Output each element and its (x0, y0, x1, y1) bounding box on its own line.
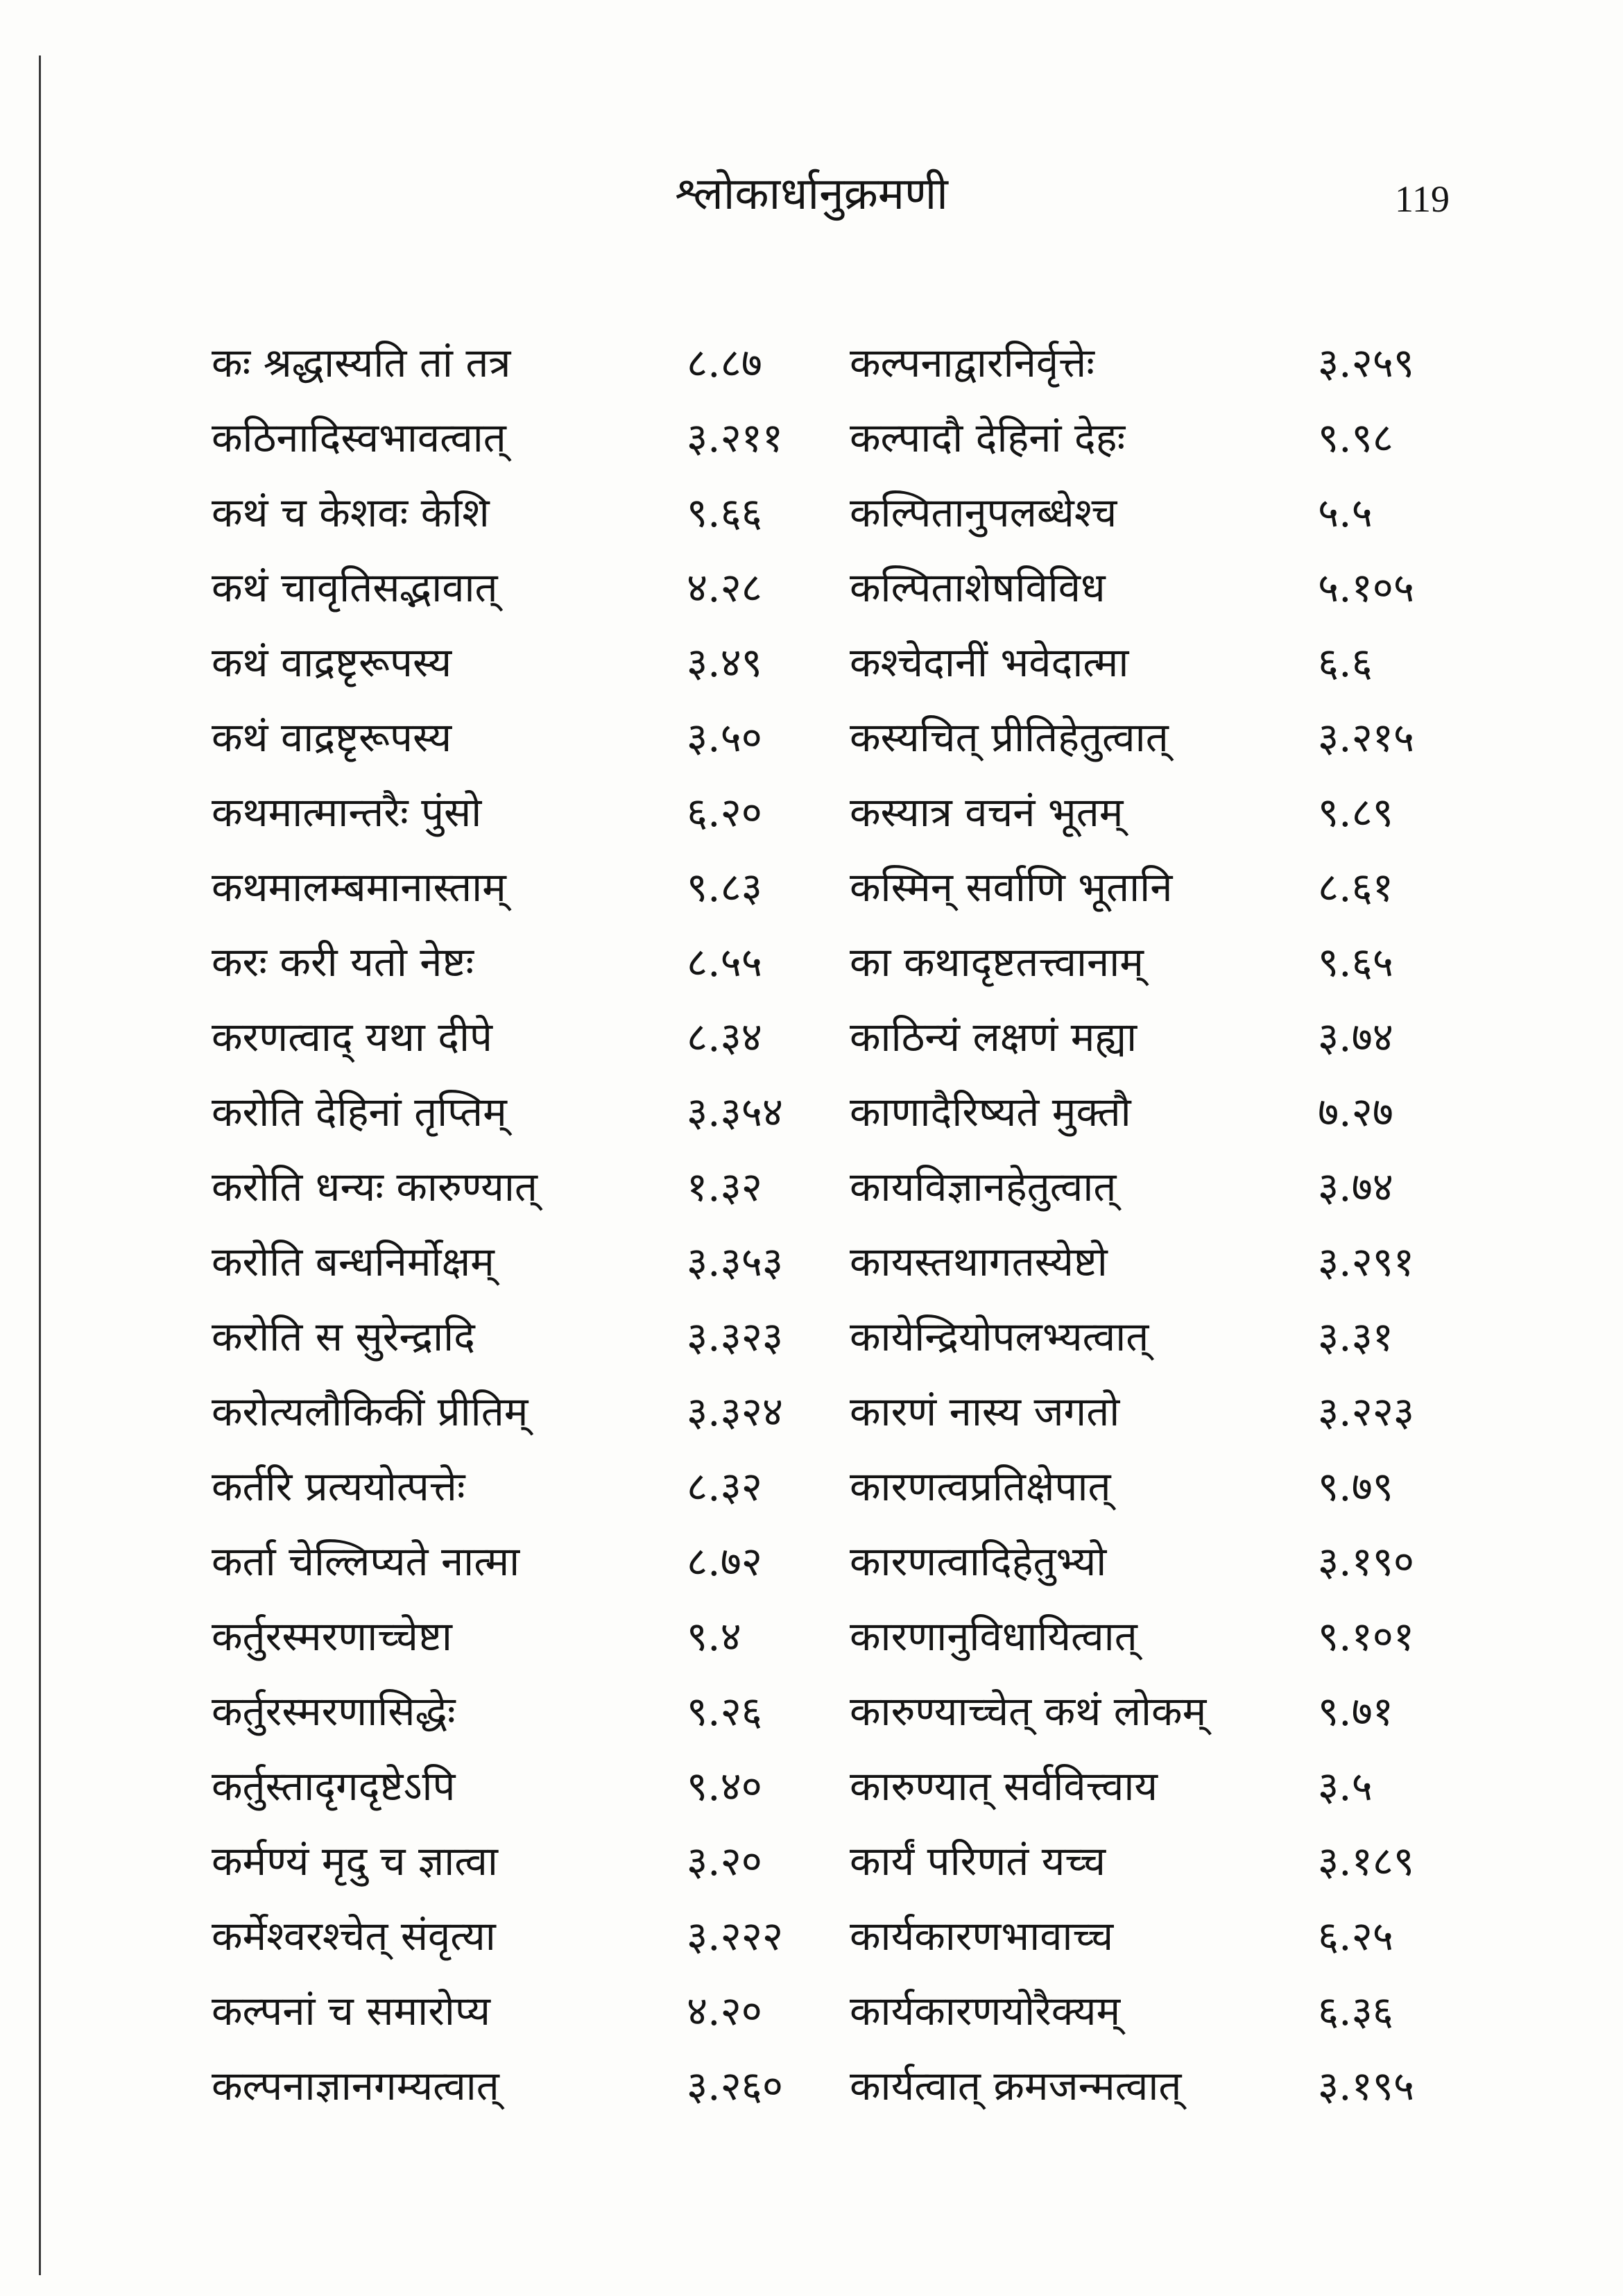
left-verse-reference: ३.३२४ (687, 1388, 784, 1435)
right-verse-text: कायेन्द्रियोपलभ्यत्वात् (850, 1313, 1149, 1360)
left-verse-reference: ३.३२३ (687, 1313, 784, 1360)
index-row (0, 1605, 1623, 1680)
left-verse-reference: ६.२० (687, 789, 762, 836)
left-verse-text: कर्तरि प्रत्ययोत्पत्तेः (212, 1463, 465, 1510)
left-verse-text: कथं वाद्रष्टृरूपस्य (212, 639, 452, 686)
index-row (0, 1231, 1623, 1305)
left-verse-text: करः करी यतो नेष्टः (212, 939, 474, 986)
right-verse-reference: ३.१८९ (1318, 1837, 1415, 1885)
right-verse-reference: ३.२२३ (1318, 1388, 1415, 1435)
right-verse-text: कार्यकारणयोरैक्यम् (850, 1987, 1121, 2034)
left-verse-text: कथमात्मान्तरैः पुंसो (212, 789, 482, 836)
left-verse-reference: ३.४९ (687, 639, 762, 686)
index-row (0, 856, 1623, 931)
left-verse-reference: ८.५५ (687, 939, 762, 986)
right-verse-reference: ३.२५९ (1318, 339, 1415, 386)
right-verse-reference: ५.५ (1318, 489, 1373, 536)
left-verse-text: कथं च केशवः केशि (212, 489, 490, 536)
index-row (0, 2055, 1623, 2130)
left-verse-text: कर्तुरस्मरणाच्चेष्टा (212, 1613, 452, 1660)
left-verse-text: कर्तुरस्मरणासिद्धेः (212, 1688, 456, 1735)
index-row (0, 781, 1623, 856)
right-verse-reference: ६.३६ (1318, 1987, 1393, 2034)
left-verse-text: कथं चावृतिसद्भावात् (212, 564, 498, 611)
right-verse-text: कस्यचित् प्रीतिहेतुत्वात् (850, 714, 1169, 761)
index-row (0, 1830, 1623, 1905)
right-verse-reference: ३.३१ (1318, 1313, 1393, 1360)
right-verse-text: कश्चेदानीं भवेदात्मा (850, 639, 1129, 686)
index-row (0, 1980, 1623, 2055)
left-verse-reference: ३.२२२ (687, 1912, 784, 1960)
right-verse-reference: ३.१९० (1318, 1538, 1415, 1585)
right-verse-text: कारणत्वप्रतिक्षेपात् (850, 1463, 1111, 1510)
right-verse-text: कारणं नास्य जगतो (850, 1388, 1120, 1435)
right-verse-text: कल्पितानुपलब्धेश्च (850, 489, 1117, 536)
index-row (0, 556, 1623, 631)
right-verse-text: कारणत्वादिहेतुभ्यो (850, 1538, 1107, 1585)
left-verse-reference: ९.६६ (687, 489, 762, 536)
right-verse-text: कल्पादौ देहिनां देहः (850, 414, 1126, 461)
left-verse-text: कठिनादिस्वभावत्वात् (212, 414, 506, 461)
right-verse-text: कस्मिन् सर्वाणि भूतानि (850, 864, 1173, 911)
right-verse-reference: ९.१०१ (1318, 1613, 1415, 1660)
right-verse-text: कस्यात्र वचनं भूतम् (850, 789, 1124, 836)
index-row (0, 1680, 1623, 1755)
index-row (0, 1455, 1623, 1530)
page-title: श्लोकार्धानुक्रमणी (675, 169, 948, 220)
index-row (0, 406, 1623, 481)
right-verse-text: कार्यत्वात् क्रमजन्मत्वात् (850, 2062, 1182, 2109)
right-verse-text: का कथादृष्टतत्त्वानाम् (850, 939, 1144, 986)
left-verse-text: कल्पनां च समारोप्य (212, 1987, 491, 2034)
right-verse-reference: ६.६ (1318, 639, 1373, 686)
right-verse-reference: ३.५ (1318, 1763, 1373, 1810)
right-verse-text: कल्पिताशेषविविध (850, 564, 1106, 611)
index-row (0, 1755, 1623, 1830)
index-row (0, 1006, 1623, 1081)
left-verse-reference: ८.३४ (687, 1013, 762, 1061)
index-row (0, 332, 1623, 406)
right-verse-reference: ३.१९५ (1318, 2062, 1415, 2109)
right-verse-text: कायस्तथागतस्येष्टो (850, 1238, 1108, 1285)
right-verse-reference: ८.६१ (1318, 864, 1393, 911)
left-verse-reference: ४.२० (687, 1987, 762, 2034)
left-verse-reference: ८.७२ (687, 1538, 762, 1585)
left-verse-text: कर्तुस्तादृगदृष्टेऽपि (212, 1763, 456, 1810)
index-row (0, 1305, 1623, 1380)
left-verse-reference: ३.२० (687, 1837, 762, 1885)
right-verse-reference: ९.७९ (1318, 1463, 1393, 1510)
left-verse-text: कर्मण्यं मृदु च ज्ञात्वा (212, 1837, 498, 1885)
left-verse-text: करोति धन्यः कारुण्यात् (212, 1163, 538, 1210)
left-verse-reference: ४.२८ (687, 564, 762, 611)
left-verse-reference: ८.३२ (687, 1463, 762, 1510)
right-verse-reference: ५.१०५ (1318, 564, 1415, 611)
right-verse-text: कारणानुविधायित्वात् (850, 1613, 1137, 1660)
right-verse-text: काठिन्यं लक्षणं मह्या (850, 1013, 1137, 1061)
index-row (0, 931, 1623, 1006)
left-verse-reference: ९.८३ (687, 864, 762, 911)
index-row (0, 631, 1623, 706)
left-verse-reference: ३.३५४ (687, 1088, 784, 1136)
right-verse-reference: ३.२९१ (1318, 1238, 1415, 1285)
right-verse-text: कार्यकारणभावाच्च (850, 1912, 1114, 1960)
right-verse-reference: ७.२७ (1318, 1088, 1393, 1136)
index-row (0, 1530, 1623, 1605)
right-verse-reference: ३.२१५ (1318, 714, 1415, 761)
left-verse-reference: ८.८७ (687, 339, 762, 386)
left-verse-reference: १.३२ (687, 1163, 762, 1210)
left-verse-reference: ३.२११ (687, 414, 784, 461)
left-verse-text: कर्मेश्वरश्चेत् संवृत्या (212, 1912, 496, 1960)
right-verse-reference: ९.८९ (1318, 789, 1393, 836)
left-verse-reference: ३.५० (687, 714, 762, 761)
left-verse-reference: ३.३५३ (687, 1238, 784, 1285)
left-verse-text: करोति बन्धनिर्मोक्षम् (212, 1238, 495, 1285)
left-verse-reference: ९.४ (687, 1613, 741, 1660)
index-row (0, 1081, 1623, 1156)
left-verse-text: करोति देहिनां तृप्तिम् (212, 1088, 507, 1136)
right-verse-text: काणादैरिष्यते मुक्तौ (850, 1088, 1131, 1136)
right-verse-text: कार्यं परिणतं यच्च (850, 1837, 1106, 1885)
left-verse-reference: ३.२६० (687, 2062, 784, 2109)
page-number: 119 (1395, 178, 1450, 220)
right-verse-text: कल्पनाद्वारनिर्वृत्तेः (850, 339, 1094, 386)
left-verse-text: कल्पनाज्ञानगम्यत्वात् (212, 2062, 499, 2109)
left-verse-text: कः श्रद्धास्यति तां तत्र (212, 339, 511, 386)
right-verse-reference: ९.७१ (1318, 1688, 1393, 1735)
left-verse-text: करणत्वाद् यथा दीपे (212, 1013, 492, 1061)
left-verse-text: कथं वाद्रष्टृरूपस्य (212, 714, 452, 761)
left-verse-text: करोत्यलौकिकीं प्रीतिम् (212, 1388, 529, 1435)
right-verse-reference: ९.९८ (1318, 414, 1393, 461)
index-row (0, 1156, 1623, 1231)
left-verse-reference: ९.२६ (687, 1688, 762, 1735)
left-verse-text: कर्ता चेल्लिप्यते नात्मा (212, 1538, 520, 1585)
right-verse-reference: ३.७४ (1318, 1163, 1393, 1210)
left-verse-reference: ९.४० (687, 1763, 762, 1810)
left-verse-text: कथमालम्बमानास्ताम् (212, 864, 506, 911)
right-verse-reference: ६.२५ (1318, 1912, 1393, 1960)
right-verse-text: कारुण्याच्चेत् कथं लोकम् (850, 1688, 1207, 1735)
index-row (0, 481, 1623, 556)
index-row (0, 1905, 1623, 1980)
right-verse-text: कायविज्ञानहेतुत्वात् (850, 1163, 1117, 1210)
index-row (0, 1380, 1623, 1455)
right-verse-reference: ९.६५ (1318, 939, 1393, 986)
right-verse-reference: ३.७४ (1318, 1013, 1393, 1061)
right-verse-text: कारुण्यात् सर्ववित्त्वाय (850, 1763, 1158, 1810)
index-row (0, 706, 1623, 781)
left-verse-text: करोति स सुरेन्द्रादि (212, 1313, 475, 1360)
